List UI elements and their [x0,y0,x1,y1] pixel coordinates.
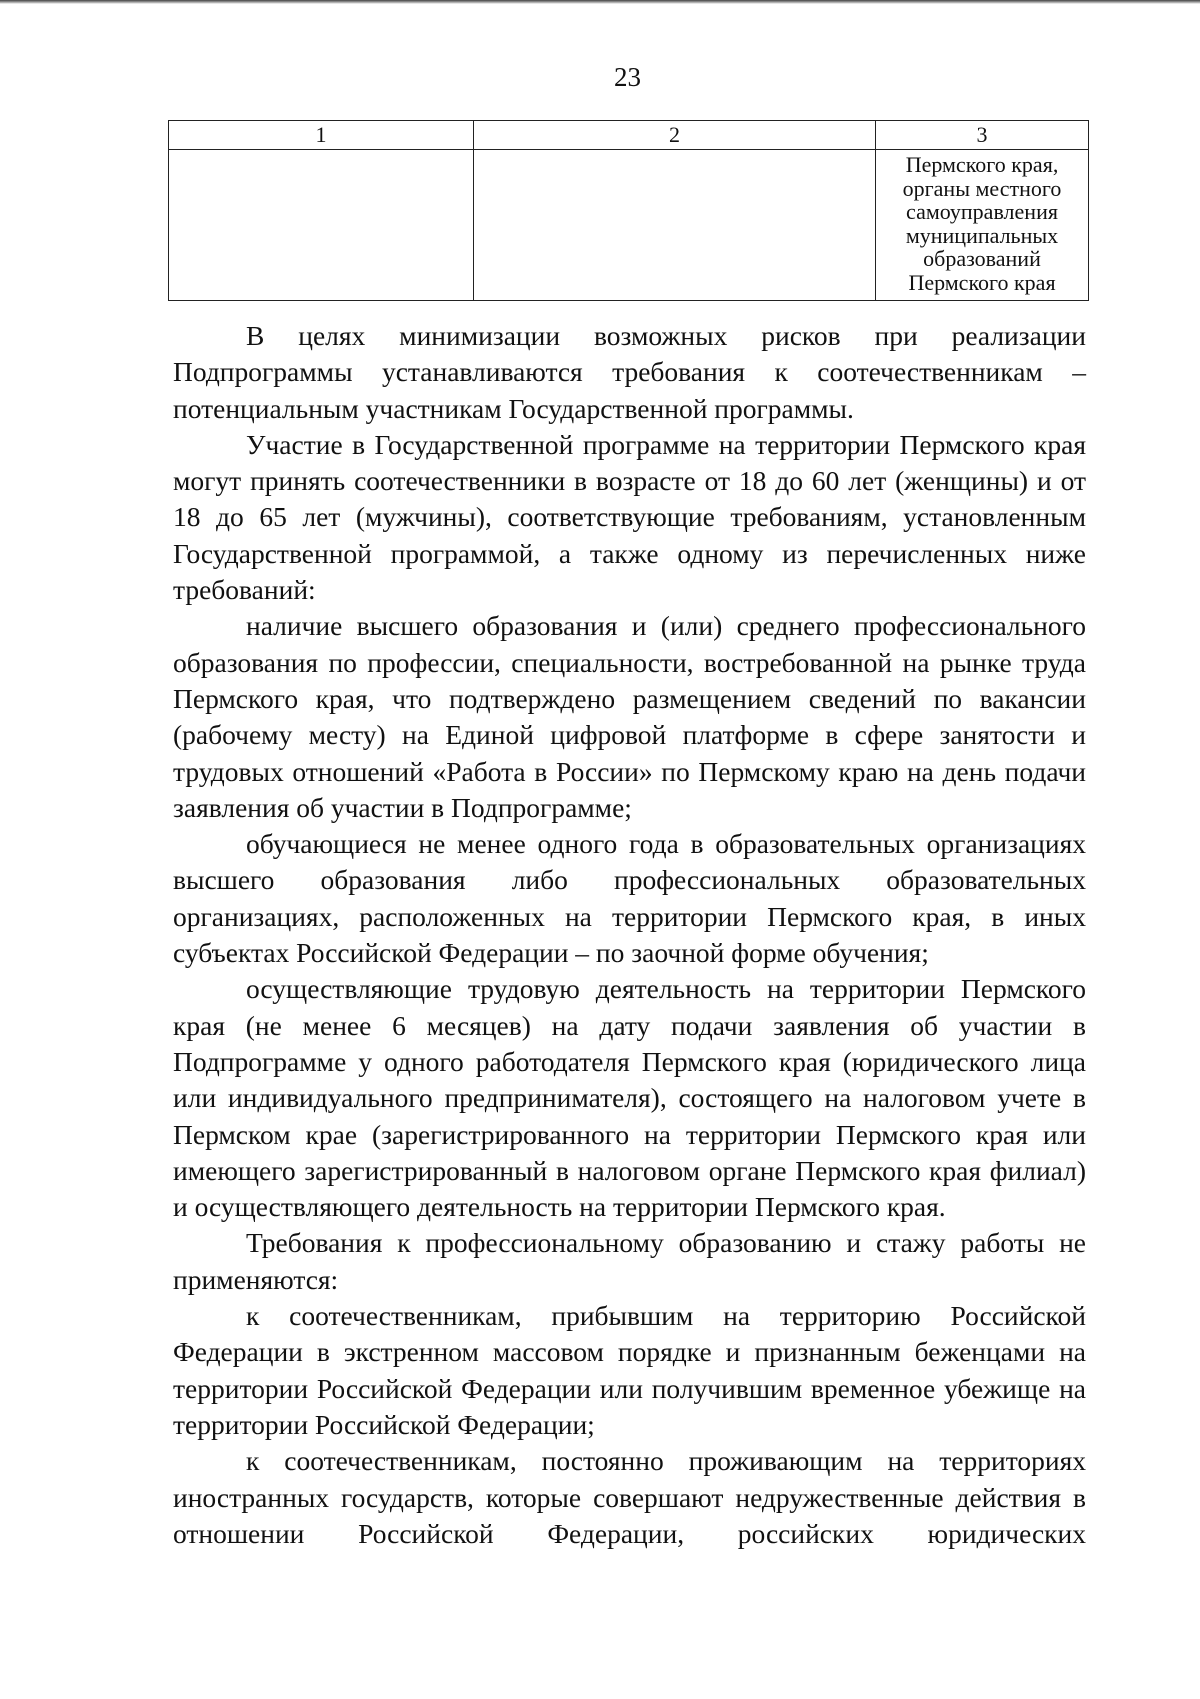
paragraph-requirement-employment: осуществляющие трудовую деятельность на территории Пермского края (не менее 6 месяцев) на дату подачи заявления об участии в Подпрограмме у одного работодателя Пермского края (юридического лица или индивидуального предпринимателя), состоящего на налоговом учете в Пермском крае (зарегистрированного на территории Пермского края или имеющего зарегистрированный в налоговом органе Пермского края филиал) и осуществляющего деятельность на территории Пермского края. [173,973,1086,1223]
paragraph-requirement-students: обучающиеся не менее одного года в образовательных организациях высшего образования либо профессиональных образовательных организациях, расположенных на территории Пермского края, в иных субъектах Российской Федерации – по заочной форме обучения; [173,828,1086,969]
cell-line: самоуправления [906,199,1058,224]
table-header-cell-3: 3 [876,121,1089,150]
paragraph-exemptions-intro: Требования к профессиональному образованию и стажу работы не применяются: [173,1227,1086,1295]
paragraph-risk-minimization: В целях минимизации возможных рисков при реализации Подпрограммы устанавливаются требования к соотечественникам – потенциальным участникам Государственной программы. [173,320,1086,424]
table-cell-col3 [876,150,1089,301]
paragraph-exemption-refugees: к соотечественникам, прибывшим на территорию Российской Федерации в экстренном массовом порядке и признанным беженцами на территории Российской Федерации или получившим временное убежище на территории Российской Федерации; [173,1300,1086,1440]
continuation-table [168,120,1089,301]
paragraph-requirement-education: наличие высшего образования и (или) среднего профессионального образования по профессии, специальности, востребованной на рынке труда Пермского края, что подтверждено размещением сведений по вакансии (рабочему месту) на Единой цифровой платформе в сфере занятости и трудовых отношений «Работа в России» по Пермскому краю на день подачи заявления об участии в Подпрограмме; [173,610,1086,823]
table-header-cell-2: 2 [474,121,876,150]
table-row [169,150,1089,301]
cell-line: образований [923,246,1041,271]
cell-line: органы местного [902,175,1062,201]
paragraph-exemption-unfriendly-states: к соотечественникам, постоянно проживающим на территориях иностранных государств, которые совершают недружественные действия в отношении Российской Федерации, российских юридических [173,1445,1086,1549]
table-header-row [169,121,1089,150]
page-number: 23 [614,62,641,92]
cell-line: Пермского края, [905,152,1059,177]
scan-top-edge [0,0,1200,4]
document-body [173,318,1086,1552]
table-cell-col3-text [876,150,1088,294]
table-header-cell-1: 1 [169,121,474,150]
cell-line: муниципальных [905,222,1059,248]
table-cell-col2 [474,150,876,301]
table-cell-col1 [169,150,474,301]
paragraph-participation-conditions: Участие в Государственной программе на территории Пермского края могут принять соотечественники в возрасте от 18 до 60 лет (женщины) и от 18 до 65 лет (мужчины), соответствующие требованиям, установленным Государственной программой, а также одному из перечисленных ниже требований: [173,428,1086,606]
cell-line: Пермского края [908,269,1056,295]
